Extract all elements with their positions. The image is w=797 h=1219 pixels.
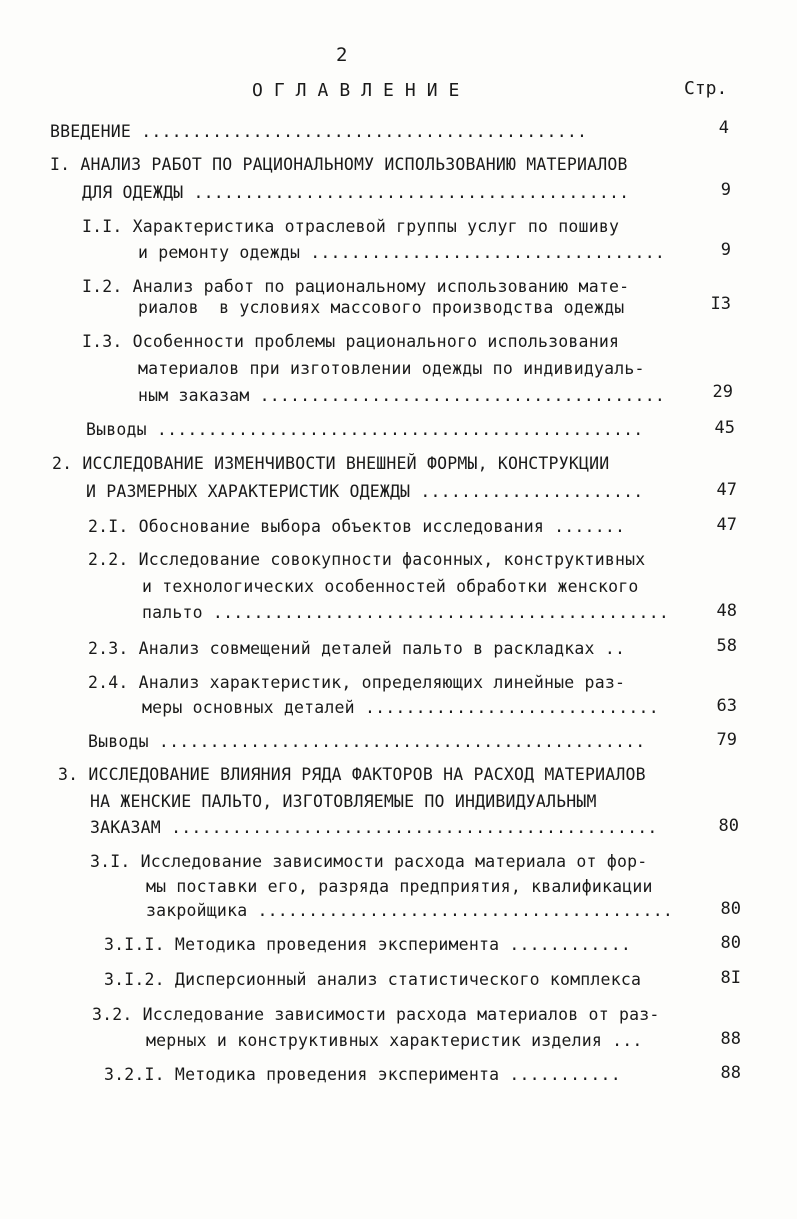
toc-entry-line: Выводы ................................................	[86, 420, 644, 439]
toc-entry-line: 2.2. Исследование совокупности фасонных, конструктивных	[88, 550, 646, 569]
toc-page-number: 9	[720, 240, 731, 260]
toc-page-number: 80	[720, 933, 741, 953]
toc-entry-line: мерных и конструктивных характеристик изделия ...	[146, 1031, 643, 1050]
toc-entry-line: 3.I.2. Дисперсионный анализ статистического комплекса	[104, 970, 642, 989]
toc-page-number: 8I	[720, 968, 741, 988]
toc-entry-line: 2. ИССЛЕДОВАНИЕ ИЗМЕНЧИВОСТИ ВНЕШНЕЙ ФОРМЫ, КОНСТРУКЦИИ	[52, 454, 610, 473]
toc-entry-line: ДЛЯ ОДЕЖДЫ ...........................................	[82, 183, 630, 202]
toc-entry-line: закройщика .........................................	[146, 901, 673, 920]
toc-entry-line: I.I. Характеристика отраслевой группы услуг по пошиву	[82, 217, 620, 236]
toc-entry-line: 2.3. Анализ совмещений деталей пальто в раскладках ..	[88, 639, 626, 658]
toc-page-number: 45	[714, 418, 735, 438]
toc-entry-line: и ремонту одежды ...................................	[138, 243, 665, 262]
toc-entry-line: I.2. Анализ работ по рациональному использованию мате-	[82, 277, 630, 296]
toc-entry-line: и технологических особенностей обработки женского	[142, 577, 639, 596]
toc-entry-line: риалов в условиях массового производства одежды	[138, 298, 625, 317]
toc-page-number: I3	[710, 294, 731, 314]
toc-page-number: 63	[716, 696, 737, 716]
toc-entry-line: 3.I.I. Методика проведения эксперимента ............	[104, 935, 631, 954]
page-number: 2	[336, 44, 348, 66]
toc-page-number: 4	[718, 118, 729, 138]
toc-entry-line: материалов при изготовлении одежды по индивидуаль-	[138, 359, 645, 378]
toc-entry-line: 2.4. Анализ характеристик, определяющих линейные раз-	[88, 673, 626, 692]
page-column-label: Стр.	[684, 78, 728, 99]
toc-entry-line: пальто .............................................	[142, 603, 669, 622]
toc-page-number: 47	[716, 480, 737, 500]
toc-entry-line: ным заказам ........................................	[138, 386, 665, 405]
toc-entry-line: Выводы ................................................	[88, 732, 646, 751]
toc-page-number: 79	[716, 730, 737, 750]
toc-entry-line: I. АНАЛИЗ РАБОТ ПО РАЦИОНАЛЬНОМУ ИСПОЛЬЗОВАНИЮ МАТЕРИАЛОВ	[50, 155, 628, 174]
toc-page-number: 48	[716, 601, 737, 621]
toc-page-number: 58	[716, 636, 737, 656]
toc-page-number: 47	[716, 515, 737, 535]
toc-page-number: 80	[718, 816, 739, 836]
toc-entry-line: 2.I. Обоснование выбора объектов исследования .......	[88, 517, 626, 536]
toc-entry-line: НА ЖЕНСКИЕ ПАЛЬТО, ИЗГОТОВЛЯЕМЫЕ ПО ИНДИВИДУАЛЬНЫМ	[90, 792, 597, 811]
toc-entry-line: ЗАКАЗАМ ................................................	[90, 818, 658, 837]
toc-entry-line: 3. ИССЛЕДОВАНИЕ ВЛИЯНИЯ РЯДА ФАКТОРОВ НА РАСХОД МАТЕРИАЛОВ	[58, 765, 646, 784]
toc-entry-line: И РАЗМЕРНЫХ ХАРАКТЕРИСТИК ОДЕЖДЫ ......................	[86, 482, 644, 501]
toc-page-number: 88	[720, 1063, 741, 1083]
toc-entry-line: 3.2.I. Методика проведения эксперимента ...........	[104, 1065, 621, 1084]
toc-entry-line: ВВЕДЕНИЕ ............................................	[50, 122, 588, 141]
toc-page-number: 9	[720, 180, 731, 200]
page-title: ОГЛАВЛЕНИЕ	[252, 80, 471, 101]
toc-entry-line: 3.I. Исследование зависимости расхода материала от фор-	[90, 852, 648, 871]
toc-page-number: 80	[720, 899, 741, 919]
toc-entry-line: I.3. Особенности проблемы рационального использования	[82, 332, 620, 351]
toc-page-number: 88	[720, 1029, 741, 1049]
toc-entry-line: меры основных деталей .............................	[142, 698, 659, 717]
toc-entry-line: мы поставки его, разряда предприятия, квалификации	[146, 877, 653, 896]
toc-page-number: 29	[712, 382, 733, 402]
toc-entry-line: 3.2. Исследование зависимости расхода материалов от раз-	[92, 1005, 660, 1024]
